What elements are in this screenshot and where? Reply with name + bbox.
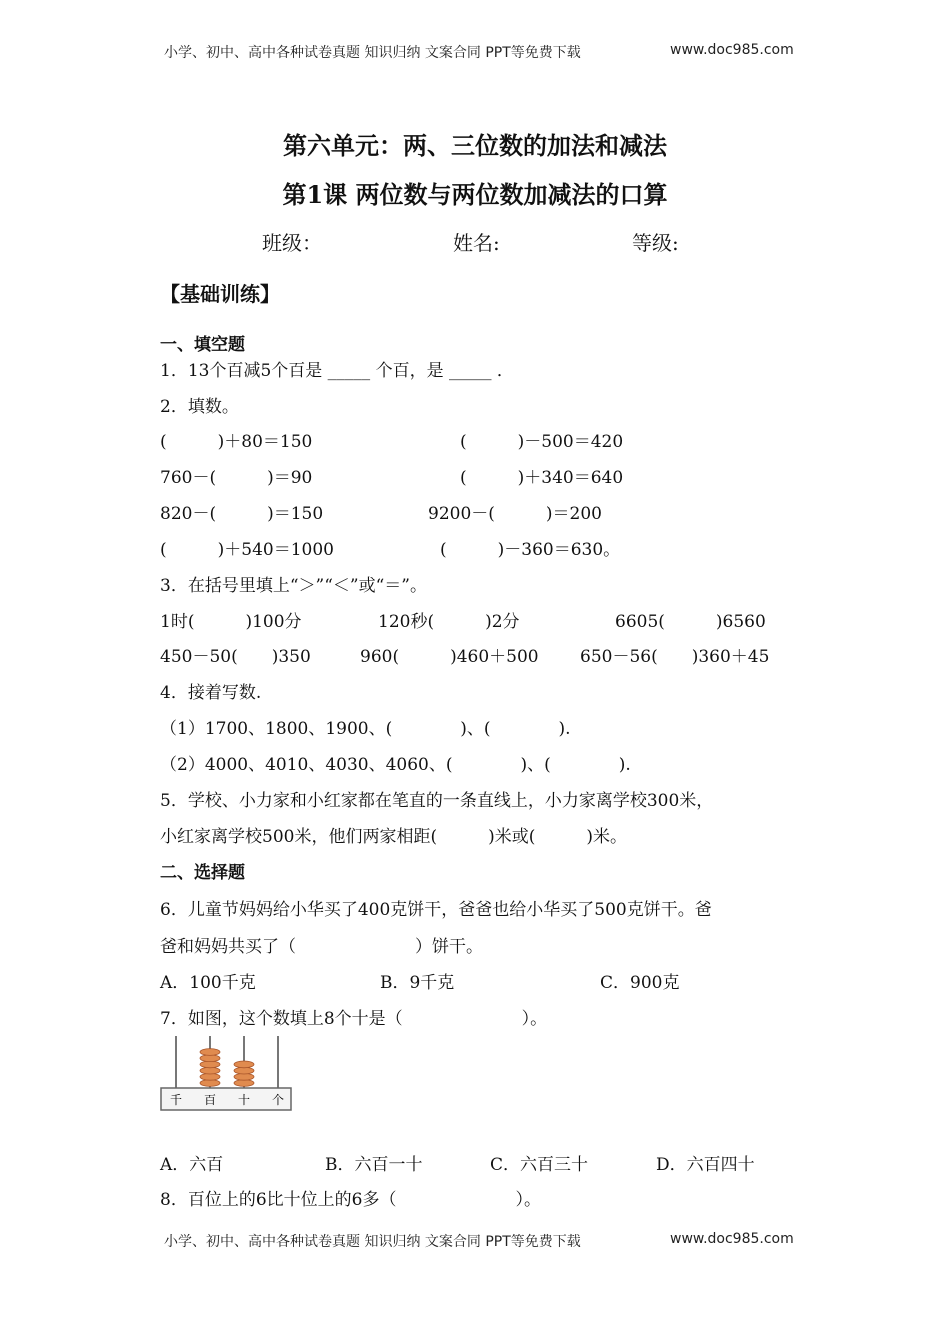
q2-row4-right: ( )－360＝630。: [440, 540, 621, 560]
question-4: 4．接着写数.: [160, 683, 262, 703]
question-8: 8．百位上的6比十位上的6多（ ）。: [160, 1190, 541, 1210]
question-6-line2: 爸和妈妈共买了（ ）饼干。: [160, 937, 483, 957]
abacus-bead-tens: [234, 1073, 254, 1080]
q2-row3-right: 9200－( )＝200: [428, 504, 602, 524]
q4-part2: （2）4000、4010、4030、4060、( )、( ).: [160, 755, 631, 775]
q7-option-b: B．六百一十: [325, 1155, 423, 1175]
q2-row2-left: 760－( )＝90: [160, 468, 313, 488]
question-5-line1: 5．学校、小力家和小红家都在笔直的一条直线上，小力家离学校300米，: [160, 791, 714, 811]
unit-title: 第六单元：两、三位数的加法和减法: [283, 131, 667, 160]
part1-heading: 一、填空题: [160, 335, 245, 355]
q3-row1-c: 6605( )6560: [615, 612, 766, 632]
q2-row4-left: ( )＋540＝1000: [160, 540, 334, 560]
q3-row1-a: 1时( )100分: [160, 612, 302, 632]
footer-text: 小学、初中、高中各种试卷真题 知识归纳 文案合同 PPT等免费下载: [164, 1234, 581, 1250]
part2-heading: 二、选择题: [160, 863, 245, 883]
abacus-label-tens: 十: [237, 1093, 251, 1107]
q2-row1-right: ( )－500＝420: [460, 432, 624, 452]
q2-row2-right: ( )＋340＝640: [460, 468, 624, 488]
q3-row2-a: 450－50( )350: [160, 647, 311, 667]
question-2: 2．填数。: [160, 397, 239, 417]
header-text: 小学、初中、高中各种试卷真题 知识归纳 文案合同 PPT等免费下载: [164, 45, 581, 61]
q7-option-c: C．六百三十: [490, 1155, 589, 1175]
question-6-line1: 6．儿童节妈妈给小华买了400克饼干，爸爸也给小华买了500克饼干。爸: [160, 900, 712, 920]
abacus-bead-hundreds: [200, 1080, 220, 1087]
abacus-bead-hundreds: [200, 1049, 220, 1056]
header-site: www.doc985.com: [670, 42, 794, 58]
abacus-bead-tens: [234, 1061, 254, 1068]
q6-option-a: A．100千克: [160, 973, 256, 993]
abacus-bead-hundreds: [200, 1055, 220, 1062]
abacus-bead-tens: [234, 1067, 254, 1074]
section-basic: 【基础训练】: [160, 282, 280, 306]
q3-row2-b: 960( )460＋500: [360, 647, 539, 667]
question-1: 1．13个百减5个百是 _____ 个百，是 _____ ．: [160, 361, 514, 381]
q6-option-b: B．9千克: [380, 973, 455, 993]
name-label: 姓名:: [453, 231, 500, 255]
question-7: 7．如图，这个数填上8个十是（ ）。: [160, 1009, 548, 1029]
abacus-bead-hundreds: [200, 1067, 220, 1074]
question-5-line2: 小红家离学校500米，他们两家相距( )米或( )米。: [160, 827, 627, 847]
abacus-label-hundreds: 百: [203, 1093, 217, 1107]
footer-site: www.doc985.com: [670, 1231, 794, 1247]
abacus-figure: [160, 1034, 292, 1112]
abacus-bead-hundreds: [200, 1073, 220, 1080]
grade-label: 等级:: [632, 231, 679, 255]
abacus-bead-tens: [234, 1080, 254, 1087]
q7-option-a: A．六百: [160, 1155, 224, 1175]
class-label: 班级：: [262, 231, 322, 255]
q4-part1: （1）1700、1800、1900、( )、( ).: [160, 719, 571, 739]
q3-row2-c: 650－56( )360＋45: [580, 647, 770, 667]
q2-row1-left: ( )＋80＝150: [160, 432, 313, 452]
question-3: 3．在括号里填上“＞”“＜”或“＝”。: [160, 576, 427, 596]
q2-row3-left: 820－( )＝150: [160, 504, 324, 524]
q3-row1-b: 120秒( )2分: [378, 612, 520, 632]
q6-option-c: C．900克: [600, 973, 680, 993]
abacus-label-ones: 个: [271, 1093, 285, 1107]
abacus-bead-hundreds: [200, 1061, 220, 1068]
lesson-title: 第1课 两位数与两位数加减法的口算: [282, 180, 668, 209]
abacus-label-thousands: 千: [169, 1093, 183, 1107]
q7-option-d: D．六百四十: [656, 1155, 755, 1175]
